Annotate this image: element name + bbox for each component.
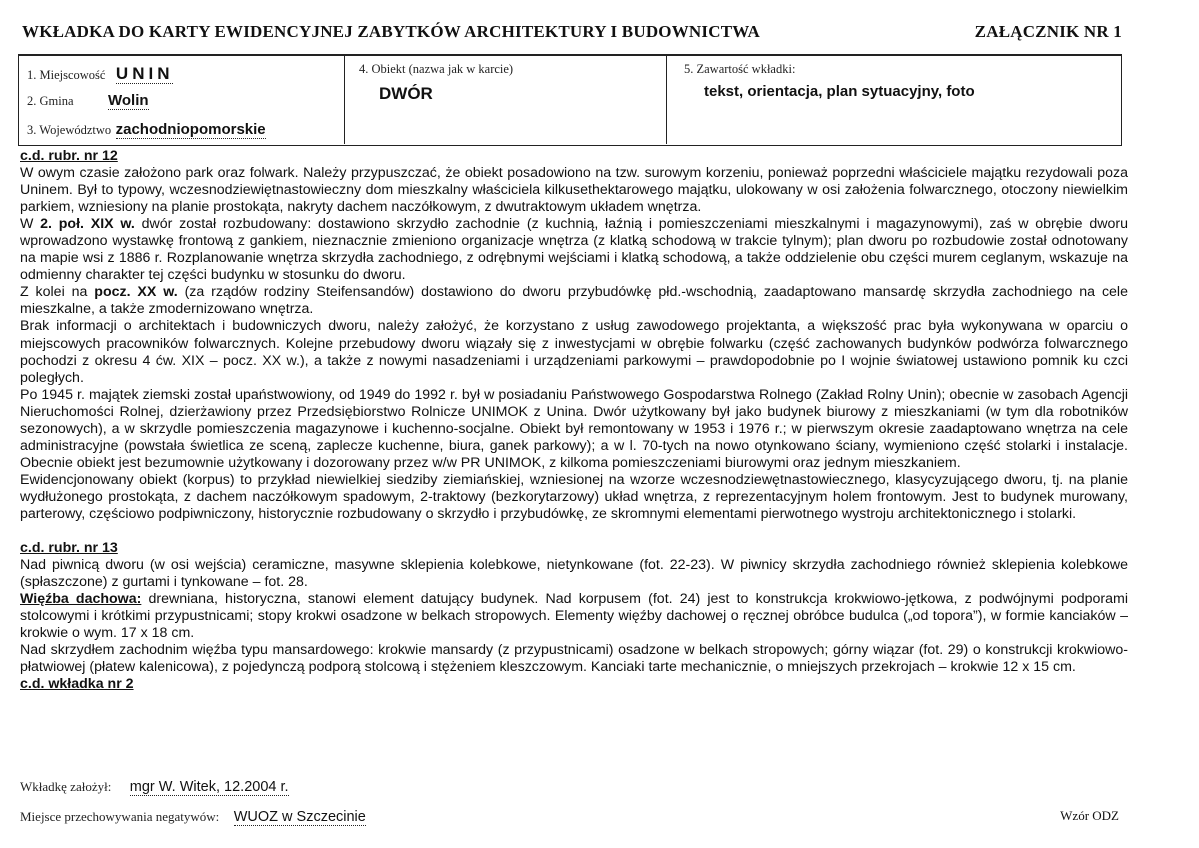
section-13-heading: c.d. rubr. nr 13: [20, 540, 118, 557]
section-12-heading: c.d. rubr. nr 12: [20, 148, 118, 164]
province-label: 3. Województwo: [27, 123, 112, 137]
spacer: [20, 523, 1128, 540]
locality-value: UNIN: [115, 64, 174, 83]
form-fields-box: [18, 56, 1122, 146]
object-label: 4. Obiekt (nazwa jak w karcie): [359, 62, 514, 76]
text-run: Z kolei na: [20, 284, 95, 301]
truss-heading: Więźba dachowa:: [20, 591, 142, 608]
commune-field: [27, 92, 149, 110]
section-12-paragraph: [20, 216, 1128, 284]
storage-line: [20, 808, 366, 826]
text-run: drewniana, historyczna, stanowi element datujący budynek. Nad korpusem (fot. 24) jest to konstrukcja krokwiowo-jętkowa, z podwójnymi podporami stolcowymi i krótkimi przypustnicami; stopy krokwi osadzone w belkach stropowych. Elementy więźby dachowej o ręcznej obróbce budulca („od topora”), w formie kanciaków – krokwie o wym. 17 x 18 cm.: [20, 591, 1129, 642]
section-13-paragraph: Nad piwnicą dworu (w osi wejścia) ceramiczne, masywne sklepienia kolebkowe, nietynkowane (fot. 22-23). W piwnicy skrzydła zachodniego również sklepienia kolebkowe (spłaszczone) z gurtami i tynkowane – fot. 28.: [20, 557, 1128, 591]
section-13-paragraph: [20, 591, 1128, 642]
storage-value: WUOZ w Szczecinie: [233, 809, 366, 825]
section-12-paragraph: Ewidencjonowany obiekt (korpus) to przykład niewielkiej siedziby ziemiańskiej, wzniesionej na wzorze wczesnodziewętnastowiecznego, klasycyzującego dworu, tj. na planie wydłużonego prostokąta, z dachem naczółkowym spadowym, 2-traktowy (bezkorytarzowy) układ wnętrza, z reprezentacyjnym holem frontowym. Jest to budynek murowany, parterowy, częściowo podpiwniczony, historycznie rozbudowany o skrzydło i przybudówkę, ze skromnymi elementami pierwotnego wystroju architektonicznego i stolarki.: [20, 471, 1128, 522]
insert-heading: c.d. wkładka nr 2: [20, 676, 134, 693]
bold-date: pocz. XX w.: [94, 284, 178, 301]
object-value-wrap: [379, 84, 433, 104]
contents-value-wrap: [704, 83, 975, 101]
contents-value: tekst, orientacja, plan sytuacyjny, foto: [704, 83, 975, 100]
section-13-paragraph: Nad skrzydłem zachodnim więźba typu mansardowego: krokwie mansardy (z przypustnicami) osadzone w belkach stropowych; górny wiązar (fot. 29) o konstrukcji krokwiowo-płatwiowej (płatew kalenicowa), z pojedynczą podporą stolcową i stężeniem kleszczowym. Kanciaki tarte mechanicznie, o mniejszych przekrojach – krokwie 12 x 15 cm.: [20, 642, 1128, 676]
text-run: (za rządów rodziny Steifensandów) dostawiono do dworu przybudówkę płd.-wschodnią, zaadaptowano mansardę skrzydła zachodniego na cele mieszkalne, a także zmodernizowano wnętrza.: [20, 284, 1128, 318]
section-12-paragraph: W owym czasie założono park oraz folwark. Należy przypuszczać, że obiekt posadowiono na tzw. surowym korzeniu, ponieważ poprzedni właściciele majątku rezydowali poza Uninem. Był to typowy, wczesnodziewiętnastowieczny dom mieszkalny właściciela kilkusethektarowego majątku, ulokowany w osi założenia folwarcznego, otoczony niewielkim parkiem, wzniesiony na planie prostokąta, nakryty dachem naczółkowym, z dwutraktowym układem wnętrza.: [20, 165, 1128, 216]
author-line: [20, 778, 289, 796]
column-divider: [666, 56, 667, 144]
template-mark: Wzór ODZ: [1060, 808, 1119, 823]
locality-field: [27, 64, 173, 84]
commune-label: 2. Gmina: [27, 94, 74, 108]
section-12-paragraph: Brak informacji o architektach i budowniczych dworu, należy założyć, że korzystano z usług zawodowego projektanta, a większość prac była wykonywana w oparciu o miejscowych pracowników folwarcznych. Kolejne przebudowy dworu wiązały się z inwestycjami w obrębie folwarku (część zachowanych budynków podwórza folwarcznego pochodzi z okresu 4 ćw. XIX – pocz. XX w.), a także z nowymi nasadzeniami i urządzeniami parkowymi – prawdopodobnie po I wojnie światowej ustawiono pomnik ku czci poległych.: [20, 318, 1128, 386]
text-run: dwór został rozbudowany: dostawiono skrzydło zachodnie (z kuchnią, łaźnią i pomieszczeniami mieszkalnymi i magazynowymi), zaś w obrębie dworu wprowadzono wystawkę frontową z gankiem, nieznacznie zmieniono organizacje wnętrza (z klatką schodową w trakcie tylnym); plan dworu po rozbudowie został odnotowany na mapie wsi z 1886 r. Rozplanowanie wnętrza skrzydła zachodniego, z odrębnymi wejściami i klatką schodową, a także oddzielenie obu części murem ceglanym, wskazuje na odmienny charakter tej części budynku w stosunku do dworu.: [20, 216, 1128, 284]
contents-label: 5. Zawartość wkładki:: [684, 62, 796, 76]
document-body: [20, 148, 1128, 693]
annex-number: ZAŁĄCZNIK NR 1: [974, 22, 1122, 41]
storage-label: Miejsce przechowywania negatywów:: [20, 809, 220, 824]
section-12-paragraph: [20, 284, 1128, 318]
commune-value: Wolin: [107, 92, 149, 109]
object-value: DWÓR: [379, 84, 433, 103]
section-12-paragraph: Po 1945 r. majątek ziemski został upaństwowiony, od 1949 do 1992 r. był w posiadaniu Państwowego Gospodarstwa Rolnego (Zakład Rolny Unin); obecnie w zasobach Agencji Nieruchomości Rolnej, dzierżawiony przez Przedsiębiorstwo Rolnicze UNIMOK z Unina. Dwór użytkowany był jako budynek biurowy z mieszkaniami (w tym dla robotników sezonowych), a w skrzydle pomieszczenia magazynowe i kuchenno-socjalne. Obiekt był remontowany w 1953 i 1976 r.; w pierwszym okresie zaadaptowano wnętrza na cele administracyjne (powstała świetlica ze sceną, zaplecze kuchenne, biura, ganek parkowy); a w l. 70-tych na nowo otynkowano ściany, wymieniono część stolarki i instalacje. Obecnie obiekt jest bezumownie użytkowany i dozorowany przez w/w PR UNIMOK, z kilkoma pomieszczeniami biurowymi oraz jednym mieszkaniem.: [20, 386, 1128, 471]
column-divider: [344, 56, 345, 144]
contents-label-wrap: [684, 60, 795, 78]
author-value: mgr W. Witek, 12.2004 r.: [129, 779, 289, 795]
province-field: [27, 121, 266, 139]
author-label: Wkładkę założył:: [20, 779, 112, 794]
bold-date: 2. poł. XIX w.: [40, 216, 135, 233]
province-value: zachodniopomorskie: [115, 121, 266, 138]
text-run: W: [20, 216, 41, 233]
locality-label: 1. Miejscowość: [27, 68, 106, 82]
document-title: WKŁADKA DO KARTY EWIDENCYJNEJ ZABYTKÓW ARCHITEKTURY I BUDOWNICTWA: [22, 22, 761, 41]
object-label-wrap: [359, 60, 513, 78]
